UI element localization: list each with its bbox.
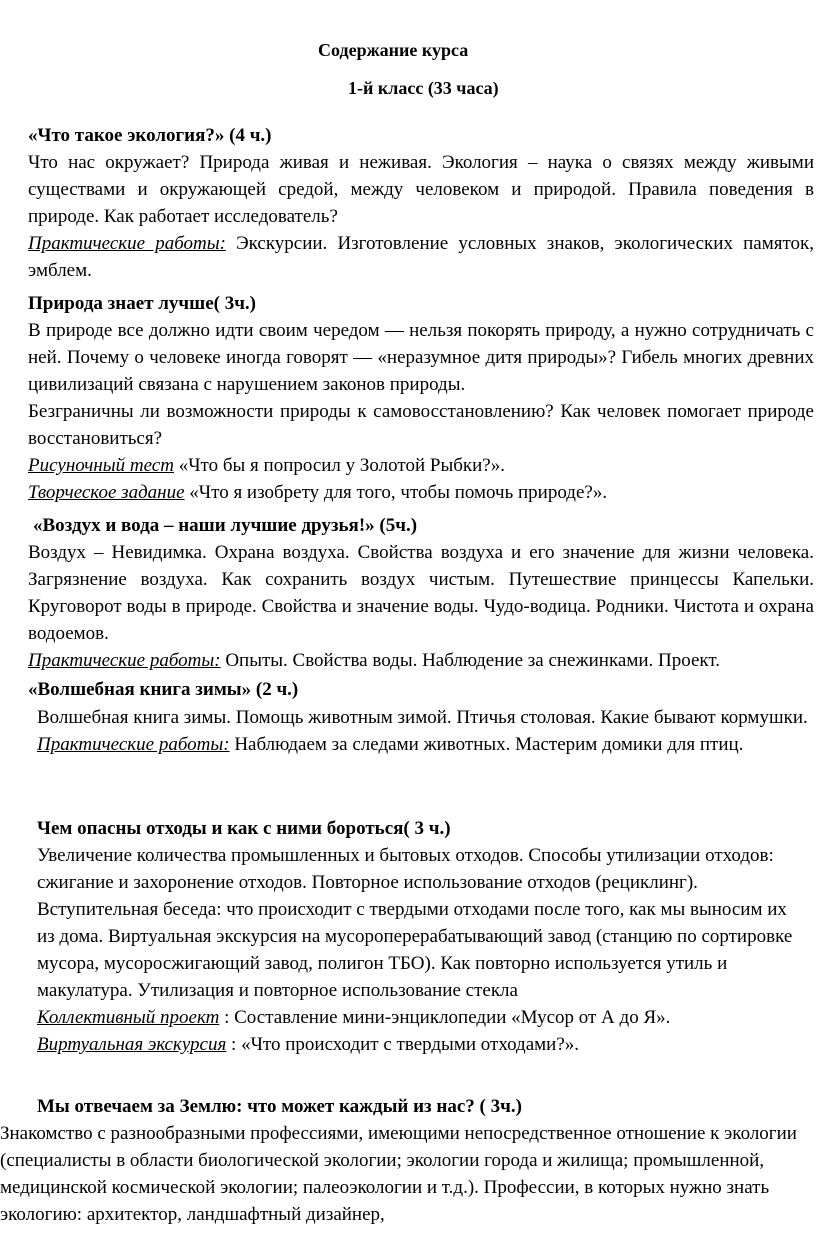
winter-book-heading: «Волшебная книга зимы» (2 ч.) xyxy=(28,679,299,700)
virtual-tour-label: Виртуальная экскурсия xyxy=(37,1034,227,1055)
drawing-test-label: Рисуночный тест xyxy=(28,455,174,476)
practice-paragraph xyxy=(28,647,814,674)
practice-label: Практические работы: xyxy=(28,233,226,254)
section-ecology xyxy=(28,122,814,284)
practice-text: Наблюдаем за следами животных. Мастерим домики для птиц. xyxy=(229,734,744,755)
section-heading: «Что такое экология?» (4 ч.) xyxy=(28,125,272,146)
course-title: Содержание курса xyxy=(318,40,469,60)
drawing-test-text: «Что бы я попросил у Золотой Рыбки?». xyxy=(173,455,505,476)
creative-task-label: Творческое задание xyxy=(28,482,185,503)
practice-text: Экскурсии. Изготовление условных знаков, экологических памяток, эмблем. xyxy=(28,233,814,281)
collective-project-text: : Составление мини-энциклопедии «Мусор от А до Я». xyxy=(219,1007,671,1028)
creative-task-text: «Что я изобрету для того, чтобы помочь природе?». xyxy=(184,482,608,503)
earth-responsibility-heading: Мы отвечаем за Землю: что может каждый из нас? ( 3ч.) xyxy=(37,1096,522,1117)
section-text-2: Безграничны ли возможности природы к самовосстановлению? Как человек помогает природе восстановиться? xyxy=(28,401,814,449)
practice-text: Опыты. Свойства воды. Наблюдение за снежинками. Проект. xyxy=(220,650,721,671)
drawing-test-paragraph xyxy=(28,452,814,479)
section-nature-knows xyxy=(28,290,814,506)
section-text: В природе все должно идти своим чередом — нельзя покорять природу, а нужно сотрудничать с ней. Почему о человеке иногда говорят — «неразумное дитя природы»? Гибель многих древних цивилизаций связана с нарушением законов природы. xyxy=(28,320,814,395)
section-text: Волшебная книга зимы. Помощь животным зимой. Птичья столовая. Какие бывают кормушки. xyxy=(37,707,808,728)
section-heading: Природа знает лучше( 3ч.) xyxy=(28,293,256,314)
virtual-tour-text: : «Что происходит с твердыми отходами?». xyxy=(226,1034,580,1055)
section-text: Знакомство с разнообразными профессиями, имеющими непосредственное отношение к экологии (специалисты в области биологической экологии; экологии города и жилища; промышленной, медицинской космической экологии; палеоэкологии и т.д.). Профессии, в которых нужно знать экологию: архитектор, ландшафтный дизайнер, xyxy=(0,1123,797,1225)
collective-project-label: Коллективный проект xyxy=(37,1007,220,1028)
section-winter-book xyxy=(37,704,814,758)
practice-paragraph xyxy=(28,230,814,284)
practice-label: Практические работы: xyxy=(37,734,230,755)
collective-project-paragraph xyxy=(37,1004,809,1031)
grade-subtitle: 1-й класс (33 часа) xyxy=(348,78,499,98)
virtual-tour-paragraph xyxy=(37,1031,809,1058)
section-text: Увеличение количества промышленных и бытовых отходов. Способы утилизации отходов: сжигание и захоронение отходов. Повторное использование отходов (рециклинг). Вступительная беседа: что происходит с твердыми отходами после того, как мы выносим их из дома. Виртуальная экскурсия на мусороперерабатывающий завод (станцию по сортировке мусора, мусоросжигающий завод, полигон ТБО). Как повторно используется утиль и макулатура. Утилизация и повторное использование стекла xyxy=(37,845,793,1001)
practice-paragraph xyxy=(37,731,777,758)
section-text: Что нас окружает? Природа живая и неживая. Экология – наука о связях между живыми существами и окружающей средой, между человеком и природой. Правила поведения в природе. Как работает исследователь? xyxy=(28,152,814,227)
section-heading: Чем опасны отходы и как с ними бороться( 3 ч.) xyxy=(37,818,451,839)
section-heading: «Воздух и вода – наши лучшие друзья!» (5ч.) xyxy=(33,515,418,536)
creative-task-paragraph xyxy=(28,479,814,506)
section-text: Воздух – Невидимка. Охрана воздуха. Свойства воздуха и его значение для жизни человека. Загрязнение воздуха. Как сохранить воздух чистым. Путешествие принцессы Капельки. Круговорот воды в природе. Свойства и значение воды. Чудо-водица. Родники. Чистота и охрана водоемов. xyxy=(28,542,814,644)
section-air-water xyxy=(28,512,814,674)
section-waste xyxy=(37,815,809,1058)
practice-label: Практические работы: xyxy=(28,650,221,671)
section-earth-responsibility xyxy=(0,1120,812,1228)
